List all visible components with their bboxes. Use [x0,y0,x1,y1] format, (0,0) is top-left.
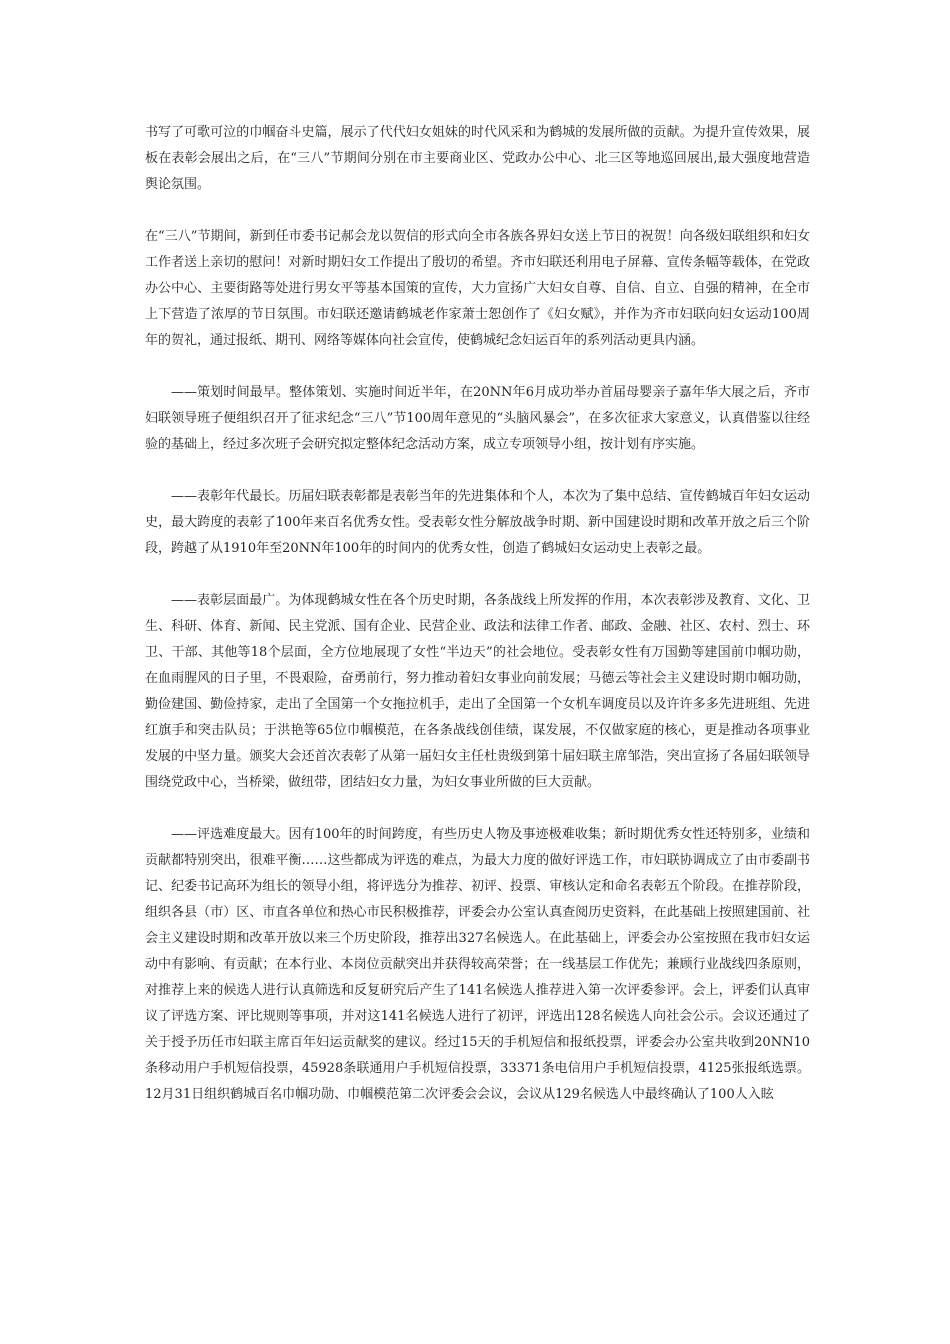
paragraph-2: 在“三八”节期间，新到任市委书记郝会龙以贺信的形式向全市各族各界妇女送上节日的祝贺！向各级妇联组织和妇女工作者送上亲切的慰问！对新时期妇女工作提出了殷切的希望。齐市妇联还利用电子屏幕、宣传条幅等载体，在党政办公中心、主要街路等处进行男女平等基本国策的宣传，大力宣扬广大妇女自尊、自信、自立、自强的精神，在全市上下营造了浓厚的节日氛围。市妇联还邀请鹤城老作家萧士恕创作了《妇女赋》，并作为齐市妇联向妇女运动100周年的贺礼，通过报纸、期刊、网络等媒体向社会宣传，使鹤城纪念妇运百年的系列活动更具内涵。 [145,229,810,348]
document-body [145,120,810,1108]
paragraph-honor-scope: ——表彰层面最广。为体现鹤城女性在各个历史时期，各条战线上所发挥的作用，本次表彰涉及教育、文化、卫生、科研、体育、新闻、民主党派、国有企业、民营企业、政法和法律工作者、邮政、金融、社区、农村、烈士、环卫、干部、其他等18个层面，全方位地展现了女性“半边天”的社会地位。受表彰女性有万国勤等建国前巾帼功勋，在血雨腥风的日子里，不畏艰险，奋勇前行，努力推动着妇女事业向前发展；马德云等社会主义建设时期巾帼功勋，勤俭建国、勤俭持家，走出了全国第一个女拖拉机手，走出了全国第一个女机车调度员以及许许多多先进班组、先进红旗手和突击队员；于洪艳等65位巾帼模范，在各条战线创佳绩，谋发展，不仅做家庭的核心，更是推动各项事业发展的中坚力量。颁奖大会还首次表彰了从第一届妇女主任杜贵级到第十届妇联主席邹浩，突出宣扬了各届妇联领导围绕党政中心，当桥梁，做纽带，团结妇女力量，为妇女事业所做的巨大贡献。 [145,593,810,790]
paragraph-1: 书写了可歌可泣的巾帼奋斗史篇，展示了代代妇女姐妹的时代风采和为鹤城的发展所做的贡献。为提升宣传效果，展板在表彰会展出之后，在“三八”节期间分别在市主要商业区、党政办公中心、北三区等地巡回展出,最大强度地营造舆论氛围。 [145,125,810,192]
paragraph-honor-era: ——表彰年代最长。历届妇联表彰都是表彰当年的先进集体和个人，本次为了集中总结、宣传鹤城百年妇女运动史，最大跨度的表彰了100年来百名优秀女性。受表彰女性分解放战争时期、新中国建设时期和改革开放之后三个阶段，跨越了从1910年至20NN年100年的时间内的优秀女性，创造了鹤城妇女运动史上表彰之最。 [145,489,810,556]
paragraph-planning-time: ——策划时间最早。整体策划、实施时间近半年，在20NN年6月成功举办首届母婴亲子嘉年华大展之后，齐市妇联领导班子便组织召开了征求纪念“三八”节100周年意见的“头脑风暴会”，在多次征求大家意义，认真借鉴以往经验的基础上，经过多次班子会研究拟定整体纪念活动方案，成立专项领导小组，按计划有序实施。 [145,385,810,452]
paragraph-selection-difficulty: ——评选难度最大。因有100年的时间跨度，有些历史人物及事迹极难收集；新时期优秀女性还特别多，业绩和贡献都特别突出，很难平衡……这些都成为评选的难点，为最大力度的做好评选工作，市妇联协调成立了由市委副书记、纪委书记高环为组长的领导小组，将评选分为推荐、初评、投票、审核认定和命名表彰五个阶段。在推荐阶段，组织各县（市）区、市直各单位和热心市民积极推荐，评委会办公室认真查阅历史资料，在此基础上按照建国前、社会主义建设时期和改革开放以来三个历史阶段，推荐出327名候选人。在此基础上，评委会办公室按照在我市妇女运动中有影响、有贡献；在本行业、本岗位贡献突出并获得较高荣誉；在一线基层工作优先；兼顾行业战线四条原则，对推荐上来的候选人进行认真筛选和反复研究后产生了141名候选人推荐进入第一次评委参评。会上，评委们认真审议了评选方案、评比规则等事项，并对这141名候选人进行了初评，评选出128名候选人向社会公示。会议还通过了关于授予历任市妇联主席百年妇运贡献奖的建议。经过15天的手机短信和报纸投票，评委会办公室共收到20NN10条移动用户手机短信投票，45928条联通用户手机短信投票，33371条电信用户手机短信投票，4125张报纸选票。12月31日组织鹤城百名巾帼功勋、巾帼模范第二次评委会会议，会议从129名候选人中最终确认了100人入眩 [145,827,810,1102]
